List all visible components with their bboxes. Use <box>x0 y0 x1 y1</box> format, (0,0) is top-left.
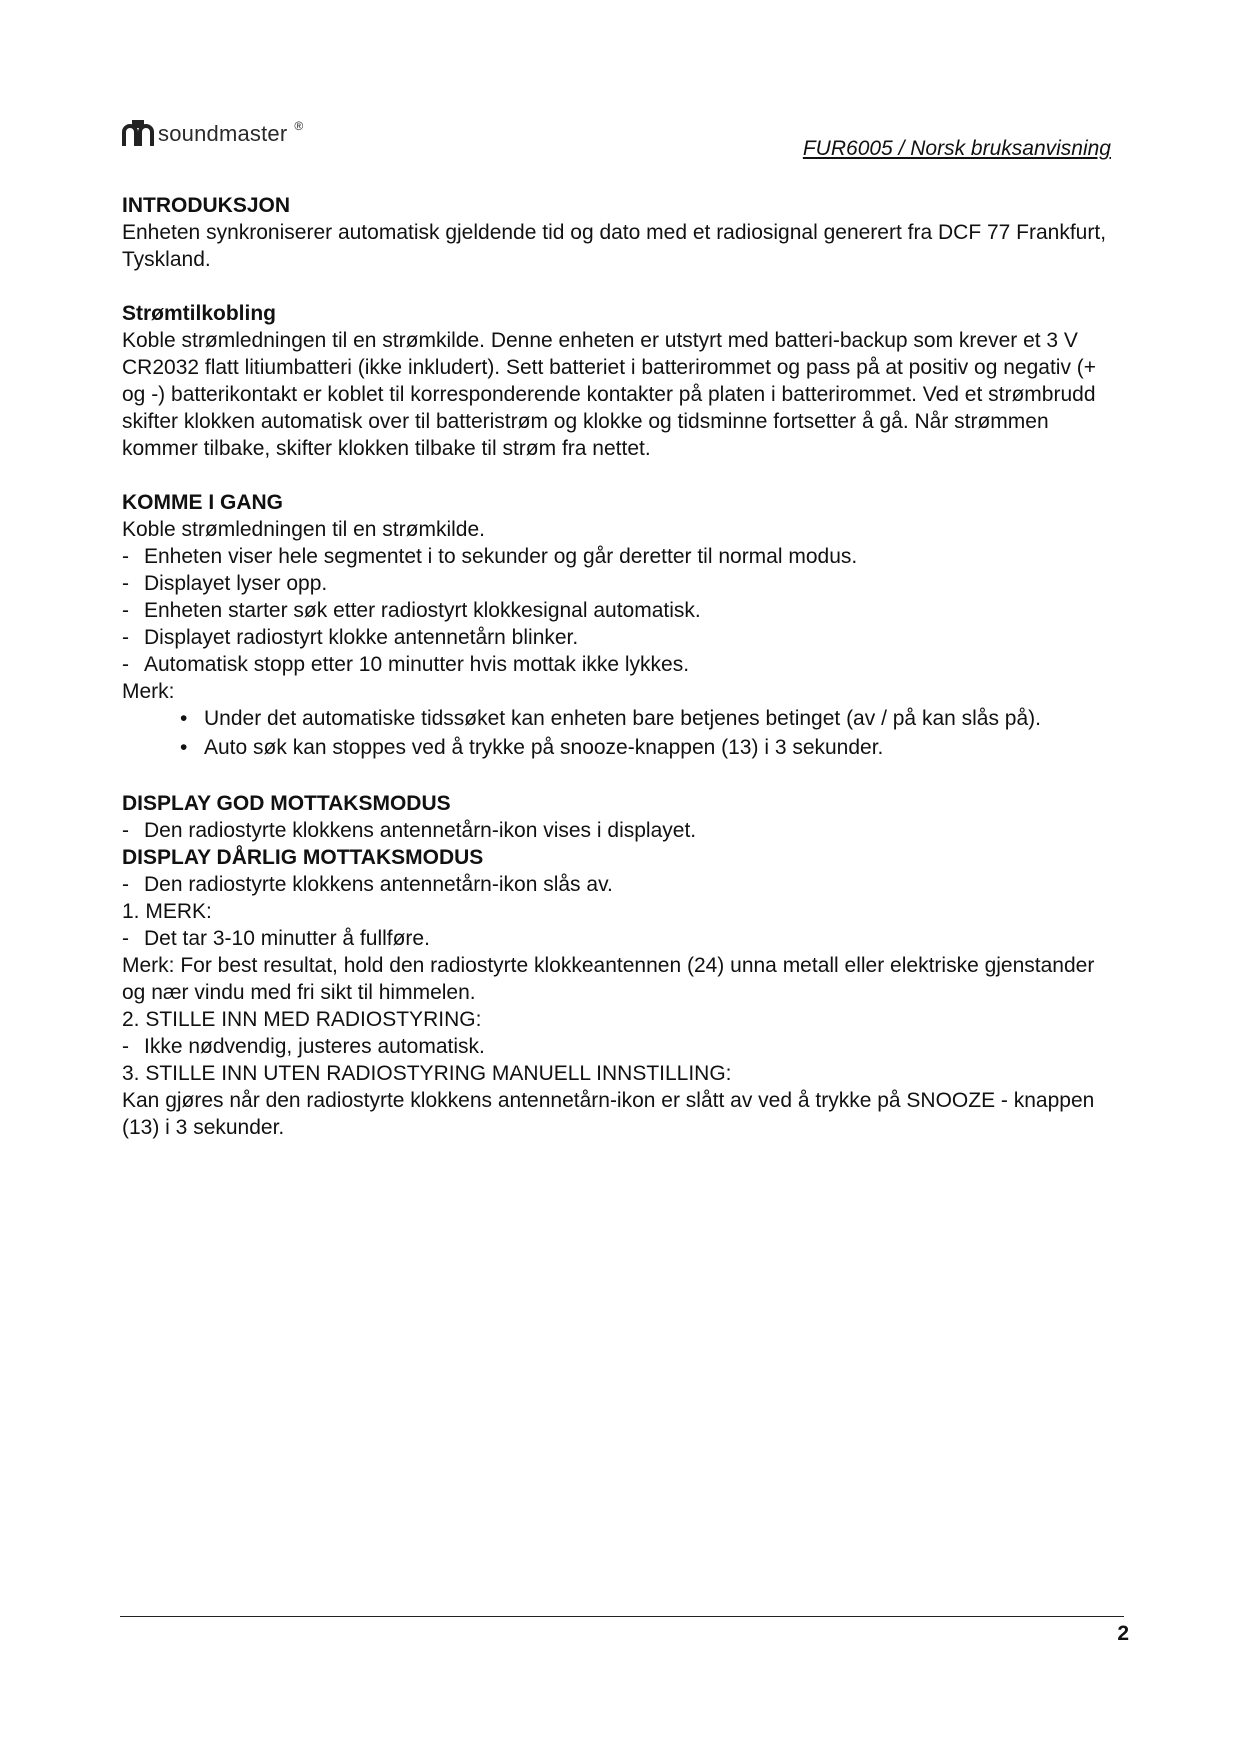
power-heading: Strømtilkobling <box>122 302 276 325</box>
start-item: - Enheten viser hele segmentet i to sekunder og går deretter til normal modus. <box>122 545 858 568</box>
step2-heading: 2. STILLE INN MED RADIOSTYRING: <box>122 1008 482 1031</box>
note-bullet-list <box>122 705 1122 761</box>
note-label: Merk: <box>122 680 175 703</box>
brand-logo <box>122 120 303 148</box>
note-bullet: • Under det automatiske tidssøket kan enheten bare betjenes betinget (av / på kan slås på). <box>180 707 1041 730</box>
good-reception-heading: DISPLAY GOD MOTTAKSMODUS <box>122 792 451 815</box>
intro-paragraph: Enheten synkroniserer automatisk gjeldende tid og dato med et radiosignal generert fra DCF 77 Frankfurt, Tyskland. <box>122 221 1107 271</box>
page-number: 2 <box>1117 1622 1129 1645</box>
brand-name: soundmaster <box>158 121 288 146</box>
intro-heading: INTRODUKSJON <box>122 194 291 217</box>
start-item: - Enheten starter søk etter radiostyrt klokkesignal automatisk. <box>122 599 701 622</box>
note-paragraph: Merk: For best resultat, hold den radiostyrte klokkeantennen (24) unna metall eller elektriske gjenstander og nær vindu med fri sikt til himmelen. <box>122 954 1095 1004</box>
step3-paragraph: Kan gjøres når den radiostyrte klokkens antennetårn-ikon er slått av ved å trykke på SNOOZE - knappen (13) i 3 sekunder. <box>122 1089 1095 1139</box>
bad-reception-heading: DISPLAY DÅRLIG MOTTAKSMODUS <box>122 846 484 869</box>
start-intro: Koble strømledningen til en strømkilde. <box>122 518 485 541</box>
document-title: FUR6005 / Norsk bruksanvisning <box>802 137 1111 160</box>
power-paragraph: Koble strømledningen til en strømkilde. Denne enheten er utstyrt med batteri-backup som krever et 3 V CR2032 flatt litiumbatteri (ikke inkludert). Sett batteriet i batterirommet og pass på at positiv og negativ (+ og -) batterikontakt er koblet til korresponderende kontakter på platen i batterirommet. Ved et strømbrudd skifter klokken automatisk over til batteristrøm og klokke og tidsminne fortsetter å gå. Når strømmen kommer tilbake, skifter klokken tilbake til strøm fra nettet. <box>122 329 1097 460</box>
soundmaster-logo-icon <box>122 120 154 148</box>
step2-item: - Ikke nødvendig, justeres automatisk. <box>122 1035 485 1058</box>
step1-item: - Det tar 3-10 minutter å fullføre. <box>122 927 430 950</box>
note-bullet: • Auto søk kan stoppes ved å trykke på snooze-knappen (13) i 3 sekunder. <box>180 736 884 759</box>
start-item: - Displayet lyser opp. <box>122 572 328 595</box>
start-heading: KOMME I GANG <box>122 491 283 514</box>
document-body <box>122 192 1122 1141</box>
step1-heading: 1. MERK: <box>122 900 212 923</box>
footer-divider <box>120 1616 1124 1617</box>
good-reception-item: - Den radiostyrte klokkens antennetårn-ikon vises i displayet. <box>122 819 697 842</box>
bad-reception-item: - Den radiostyrte klokkens antennetårn-ikon slås av. <box>122 873 613 896</box>
step3-heading: 3. STILLE INN UTEN RADIOSTYRING MANUELL INNSTILLING: <box>122 1062 732 1085</box>
start-item: - Displayet radiostyrt klokke antennetårn blinker. <box>122 626 579 649</box>
start-item: - Automatisk stopp etter 10 minutter hvis mottak ikke lykkes. <box>122 653 690 676</box>
registered-mark: ® <box>294 119 304 133</box>
